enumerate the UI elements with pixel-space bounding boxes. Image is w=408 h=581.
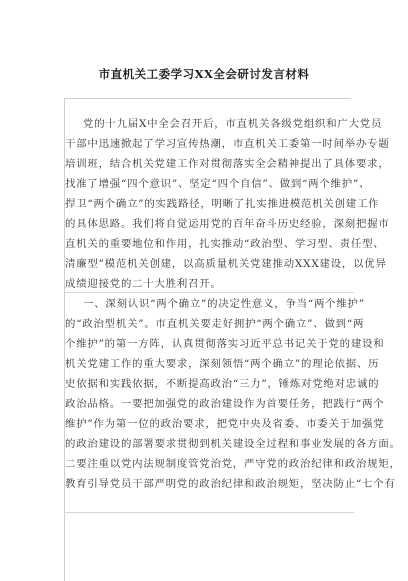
paragraph-divider xyxy=(64,292,354,293)
body-text-frame xyxy=(64,98,401,581)
body-line: 史依据和实践依据，不断提高政治“三力”，锤炼对党绝对忠诚的 xyxy=(65,378,380,390)
body-line: 成绩迎接党的二十大胜利召开。 xyxy=(65,278,222,290)
body-line: 政治品格。一要把加强党的政治建设作为首要任务，把践行“两个 xyxy=(65,398,385,410)
body-line: 机关党建工作的重大要求，深刻领悟“两个确立”的理论依据、历 xyxy=(65,358,380,370)
body-line: 教育引导党员干部严明党的政治纪律和政治规矩，坚决防止“七个有 xyxy=(65,478,396,490)
body-line: 的政治建设的部署要求贯彻到机关建设全过程和事业发展的各方面。 xyxy=(65,438,401,450)
body-line: 干部中迅速掀起了学习宣传热潮，市直机关工委第一时间举办专题 xyxy=(65,138,390,150)
body-line: 清廉型”模范机关创建，以高质量机关党建推动XXX建设，以优异 xyxy=(65,258,387,270)
body-line: 找准了增强“四个意识”、坚定“四个自信”、做到“两个维护”、 xyxy=(65,178,371,190)
body-line: 捍卫“两个确立”的实践路径，明晰了扎实推进模范机关创建工作 xyxy=(65,198,380,210)
body-line: 一、深刻认识“两个确立”的决定性意义，争当“两个维护” xyxy=(83,298,365,310)
body-line: 的“政治型机关”。市直机关要走好拥护“两个确立”、做到“两 xyxy=(65,318,365,330)
body-line: 维护”作为第一位的政治要求，把党中央及省委、市委关于加强党 xyxy=(65,418,385,430)
paragraph-divider xyxy=(64,512,354,513)
body-line: 的具体思路。我们将自觉运用党的百年奋斗历史经验，深刻把握市 xyxy=(65,218,390,230)
body-line: 培训班，结合机关党建工作对贯彻落实全会精神提出了具体要求， xyxy=(65,158,390,170)
document-title: 市直机关工委学习XX全会研讨发言材料 xyxy=(98,67,310,81)
body-line: 党的十九届X中全会召开后，市直机关各级党组织和广大党员 xyxy=(83,118,383,130)
body-line: 直机关的重要地位和作用，扎实推动“政治型、学习型、责任型、 xyxy=(65,238,385,250)
body-line: 二要注重以党内法规制度管党治党，严守党的政治纪律和政治规矩， xyxy=(65,458,401,470)
body-line: 个维护”的第一方阵，认真贯彻落实习近平总书记关于党的建设和 xyxy=(65,338,385,350)
